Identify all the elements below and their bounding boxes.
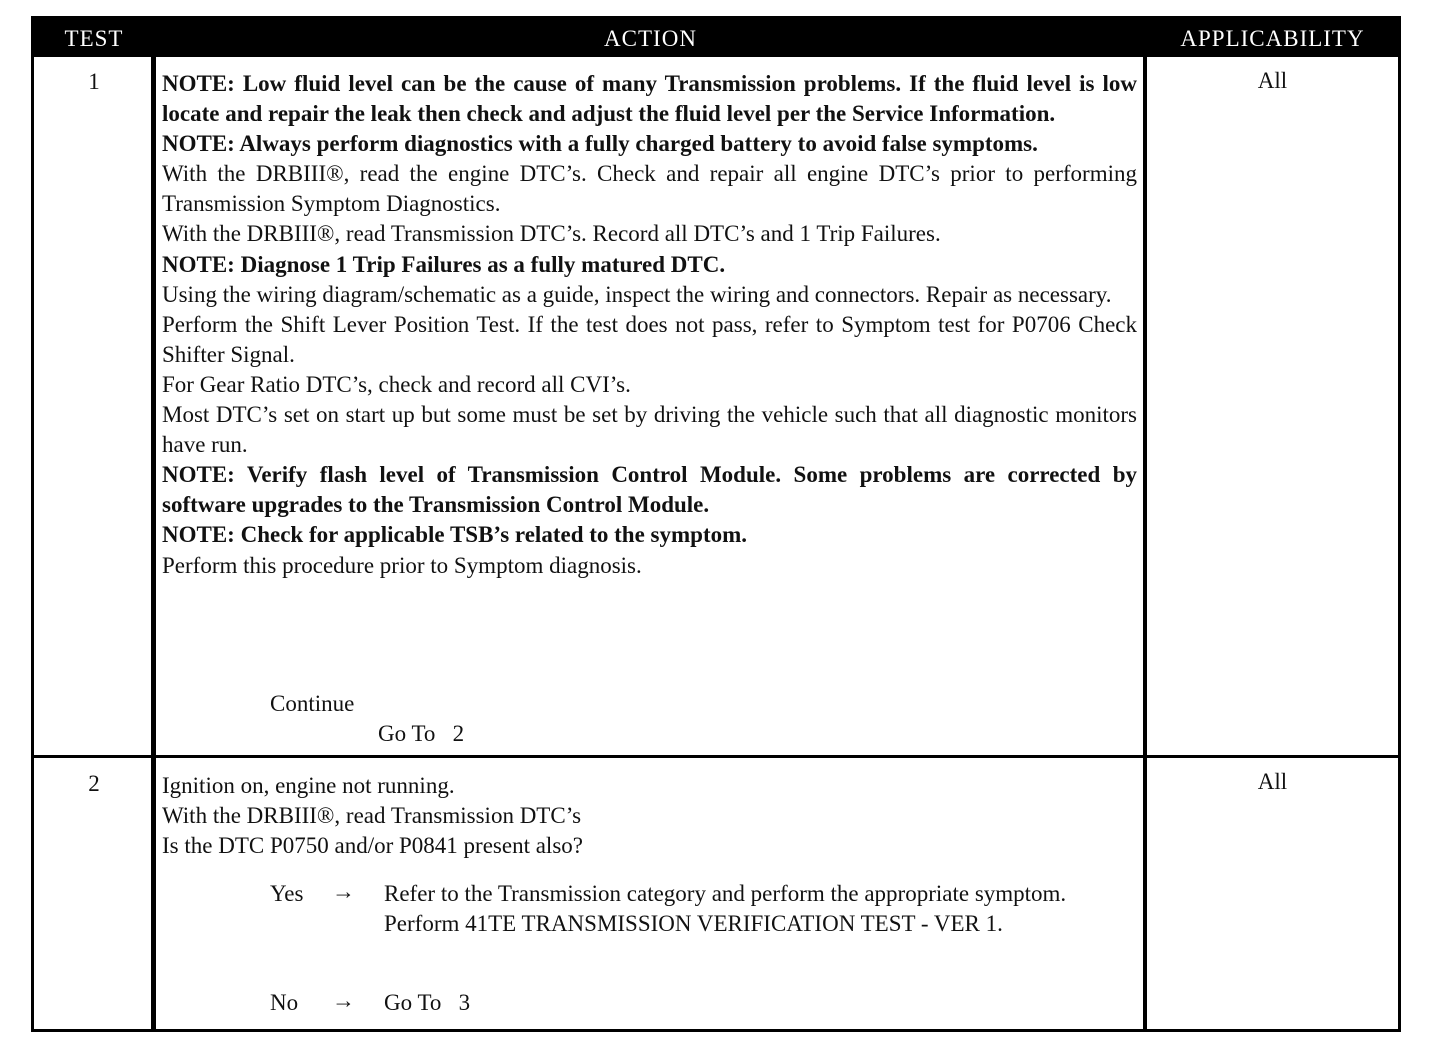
goto-label-2: Go To (384, 990, 442, 1015)
header-action: ACTION (604, 26, 697, 51)
column-divider-action (1143, 57, 1147, 1029)
note-tsb: NOTE: Check for applicable TSB’s related to the symptom. (162, 522, 748, 548)
continue-label: Continue (270, 691, 355, 716)
goto-target-2: 3 (458, 990, 471, 1015)
header-applicability: APPLICABILITY (1180, 26, 1365, 51)
step-transmission-dtc: With the DRBIII®, read Transmission DTC’s. Record all DTC’s and 1 Trip Failures. (162, 221, 941, 247)
test-number-2: 2 (88, 771, 100, 796)
step-prior-procedure: Perform this procedure prior to Symptom diagnosis. (162, 552, 642, 578)
applicability-2: All (1257, 769, 1288, 794)
yes-text-1: Refer to the Transmission category and perform the appropriate symptom. (384, 881, 1067, 906)
step-wiring: Using the wiring diagram/schematic as a guide, inspect the wiring and connectors. Repair as necessary. (162, 281, 1112, 307)
yes-label: Yes (270, 881, 304, 906)
goto-label-1: Go To (378, 721, 436, 746)
no-label: No (270, 990, 299, 1015)
yes-action[interactable] (384, 879, 1136, 939)
goto-link-1[interactable] (378, 719, 464, 749)
step-engine-dtc: With the DRBIII®, read the engine DTC’s. Check and repair all engine DTC’s prior to performing Transmission Symptom Diagnostics. (162, 161, 1137, 217)
action-text-2 (162, 771, 1137, 861)
diagnostic-table (31, 16, 1401, 1032)
step-startup-dtc: Most DTC’s set on start up but some must be set by driving the vehicle such that all diagnostic monitors have run. (162, 402, 1137, 458)
yes-arrow-icon: → (332, 879, 355, 904)
header-test: TEST (64, 26, 124, 51)
note-trip-failures: NOTE: Diagnose 1 Trip Failures as a fully matured DTC. (162, 251, 726, 277)
goto-link-2[interactable] (384, 988, 470, 1018)
test-number-1: 1 (88, 69, 100, 94)
no-arrow-icon: → (332, 988, 355, 1013)
note-battery: NOTE: Always perform diagnostics with a fully charged battery to avoid false symptoms. (162, 131, 1038, 157)
table-header (34, 19, 1398, 57)
step-read-dtc: With the DRBIII®, read Transmission DTC’s (162, 803, 582, 829)
yes-text-2: Perform 41TE TRANSMISSION VERIFICATION TEST - VER 1. (384, 911, 1003, 936)
action-text-1 (162, 69, 1137, 581)
step-shift-lever: Perform the Shift Lever Position Test. If the test does not pass, refer to Symptom test for P0706 Check Shifter Signal. (162, 311, 1137, 367)
question-dtc: Is the DTC P0750 and/or P0841 present also? (162, 833, 583, 859)
column-divider-test (151, 57, 156, 1029)
applicability-1: All (1257, 68, 1288, 93)
note-flash-level: NOTE: Verify flash level of Transmission Control Module. Some problems are corrected by software upgrades to the Transmission Control Module. (162, 462, 1137, 518)
goto-target-1: 2 (452, 721, 465, 746)
note-low-fluid: NOTE: Low fluid level can be the cause of many Transmission problems. If the fluid level is low locate and repair the leak then check and adjust the fluid level per the Service Information. (162, 71, 1137, 127)
step-gear-ratio: For Gear Ratio DTC’s, check and record all CVI’s. (162, 371, 631, 397)
step-ignition: Ignition on, engine not running. (162, 773, 455, 798)
row-divider (34, 755, 1398, 758)
